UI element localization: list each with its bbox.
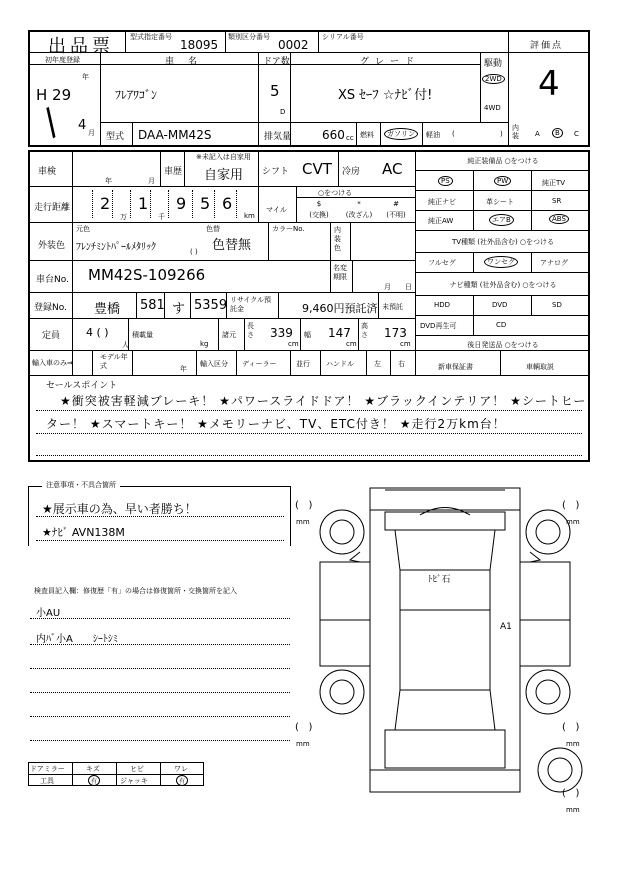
shaken-label: 車検 <box>38 167 57 177</box>
tv-analog: アナログ <box>540 259 568 267</box>
fuel-diesel: 軽油 <box>426 131 440 139</box>
serial-label: シリアル番号 <box>322 33 364 41</box>
notes-label: 注意事項・不具合箇所 <box>46 481 116 489</box>
equip-airbag: エアB <box>489 214 514 226</box>
fuel-label: 燃料 <box>360 131 374 139</box>
mileage-note: ○をつける <box>318 189 353 197</box>
height-label: 高さ <box>361 322 368 339</box>
later-items-label: 後日発送品 ○をつける <box>467 341 539 349</box>
import-cat-label: 輸入区分 <box>200 360 228 368</box>
ac-label: 冷房 <box>342 167 361 177</box>
door-label: ドア数 <box>263 57 290 67</box>
sales-point-label: セールスポイント <box>46 381 118 391</box>
inspector-label: 検査員記入欄：修復歴「有」の場合は修復箇所・交換箇所を記入 <box>34 587 237 595</box>
original-color: ﾌﾚﾝﾁﾐﾝﾄﾊﾟｰﾙﾒﾀﾘｯｸ <box>76 242 156 253</box>
mileage-digit: 1 <box>138 194 149 213</box>
interior-color-label: 内装色 <box>334 226 341 252</box>
chassis-label: 車台No. <box>36 275 69 285</box>
jack-label: ジャッキ <box>120 777 148 785</box>
mileage-digit: 6 <box>222 194 233 213</box>
car-damage-diagram <box>290 470 600 810</box>
mileage-digit: 9 <box>176 194 187 213</box>
warranty-book: 新車保証書 <box>438 363 473 371</box>
mileage-tampered: (改ざん) <box>345 211 373 219</box>
fuel-gasoline: ガソリン <box>384 128 418 140</box>
drive-label: 駆動 <box>484 59 503 69</box>
car-name-label: 車名 <box>165 57 212 67</box>
car-manual: 車輌取説 <box>526 363 554 371</box>
sales-point-line-1: ★衝突被害軽減ブレーキ！ ★パワースライドドア！ ★ブラックインテリア！ ★シートヒー <box>60 394 587 408</box>
history-value: 自家用 <box>204 168 244 183</box>
recycle-unpaid: 未預託 <box>382 303 403 311</box>
load-label: 積載量 <box>132 331 153 339</box>
first-reg-label: 初年度登録 <box>45 56 80 64</box>
navi-type-label: ナビ種類 (社外品含む) ○をつける <box>449 281 557 289</box>
inspector-line-2: 内ﾊﾞ小A ｼｰﾄｼﾐ <box>36 634 118 645</box>
grade-point-label: 評価点 <box>530 41 564 51</box>
equip-leather: 革シート <box>486 198 514 206</box>
interior-b-circled: B <box>552 128 563 138</box>
tv-type-label: TV種類 (社外品含む) ○をつける <box>451 238 555 246</box>
length-label: 長さ <box>247 322 254 339</box>
navi-dvd-play: DVD再生可 <box>420 322 457 330</box>
reg-class: 581 <box>140 298 165 313</box>
equip-abs: ABS <box>549 214 569 224</box>
grade-point-value: 4 <box>538 64 560 104</box>
name-change-label: 名変期限 <box>333 264 347 281</box>
capacity-label: 定員 <box>42 331 61 341</box>
category-number: 0002 <box>278 38 309 52</box>
grade-value: XS ｾｰﾌ ☆ﾅﾋﾞ付! <box>338 88 433 103</box>
drive-2wd: 2WD <box>482 74 505 84</box>
model-year-label: モデル年式 <box>100 353 128 370</box>
mileage-digit: 5 <box>200 194 211 213</box>
import-parallel: 並行 <box>296 360 310 368</box>
first-reg-era: H 29 <box>36 86 72 104</box>
reg-label: 登録No. <box>34 303 67 313</box>
width-label: 幅 <box>304 331 311 339</box>
navi-dvd: DVD <box>492 301 508 309</box>
model-label: 型式 <box>106 132 125 142</box>
equip-pw: PW <box>494 176 511 186</box>
history-label: 車歴 <box>164 167 183 177</box>
length-value: 339 <box>270 326 293 340</box>
recycle-paid: 9,460円預託済 <box>302 302 378 315</box>
type-number: 18095 <box>180 38 219 52</box>
tools-label: 工具 <box>40 777 54 785</box>
drive-4wd: 4WD <box>484 104 501 112</box>
color-change: 色替無 <box>212 238 252 253</box>
mileage-unknown: (不明) <box>386 211 406 219</box>
navi-cd: CD <box>496 321 507 329</box>
equip-tv: 純正TV <box>542 179 566 187</box>
equip-navi: 純正ナビ <box>428 198 456 206</box>
handle-label: ハンドル <box>326 360 354 368</box>
class-label: 諸元 <box>222 331 236 339</box>
capacity-value: 4 ( ) <box>86 326 109 339</box>
notes-line-1: ★展示車の為、早い者勝ち！ <box>42 502 197 516</box>
category-label: 類別区分番号 <box>228 33 270 41</box>
sales-point-line-2: ター！ ★スマートキー！ ★メモリーナビ、TV、ETC付き！ ★走行2万km台！ <box>46 417 506 431</box>
navi-hdd: HDD <box>434 301 451 309</box>
tools-yes: 有 <box>88 775 100 786</box>
color-label: 外装色 <box>38 241 66 251</box>
displacement-value: 660 <box>322 128 345 142</box>
history-note: ※未記入は自家用 <box>196 153 251 161</box>
door-type: D <box>280 108 286 116</box>
reg-city: 豊橋 <box>94 302 121 317</box>
equip-sr: SR <box>552 197 562 205</box>
navi-sd: SD <box>552 301 562 309</box>
jack-yes: 有 <box>176 775 188 786</box>
mileage-label: 走行距離 <box>34 203 71 213</box>
first-reg-month: 4 <box>78 118 87 133</box>
shift-label: シフト <box>262 167 290 177</box>
shift-value: CVT <box>302 160 332 178</box>
height-value: 173 <box>384 326 407 340</box>
reg-number: 5359 <box>194 298 228 313</box>
displacement-label: 排気量 <box>264 132 292 142</box>
tv-fullseg: フルセグ <box>428 259 456 267</box>
handle-left: 左 <box>374 360 381 368</box>
mile-label: マイル <box>266 206 287 214</box>
damage-mark-windshield: ﾄﾋﾞ石 <box>428 575 451 585</box>
width-value: 147 <box>328 326 351 340</box>
notes-line-2: ★ﾅﾋﾞ AVN138M <box>42 526 125 539</box>
color-no-label: カラーNo. <box>272 225 305 233</box>
inspector-line-1: 小AU <box>36 608 61 619</box>
door-count: 5 <box>270 82 280 100</box>
car-name-value: ﾌﾚｱﾜｺﾞﾝ <box>115 88 158 102</box>
mileage-digit: 2 <box>100 194 111 213</box>
ac-value: AC <box>382 160 403 178</box>
handle-right: 右 <box>398 360 405 368</box>
form-title: 出品票 <box>48 36 114 57</box>
tv-oneseg: ワンセグ <box>484 256 518 268</box>
import-label: 輸入車のみ⇒ <box>32 359 73 367</box>
equip-aw: 純正AW <box>428 217 454 225</box>
model-value: DAA-MM42S <box>138 128 212 142</box>
chassis-value: MM42S-109266 <box>88 266 206 284</box>
equip-ps: PS <box>438 176 453 186</box>
type-label: 型式指定番号 <box>130 33 172 41</box>
mileage-exchanged: (交換) <box>309 211 329 219</box>
oem-equip-label: 純正装備品 ○をつける <box>467 157 539 165</box>
grade-label: グレード <box>360 57 421 67</box>
reg-kana: す <box>172 302 186 317</box>
recycle-label: リサイクル預託金 <box>230 296 272 313</box>
damage-mark-a1: A1 <box>500 622 512 632</box>
interior-label: 内装 <box>512 124 519 140</box>
import-dealer: ディーラー <box>242 360 277 368</box>
